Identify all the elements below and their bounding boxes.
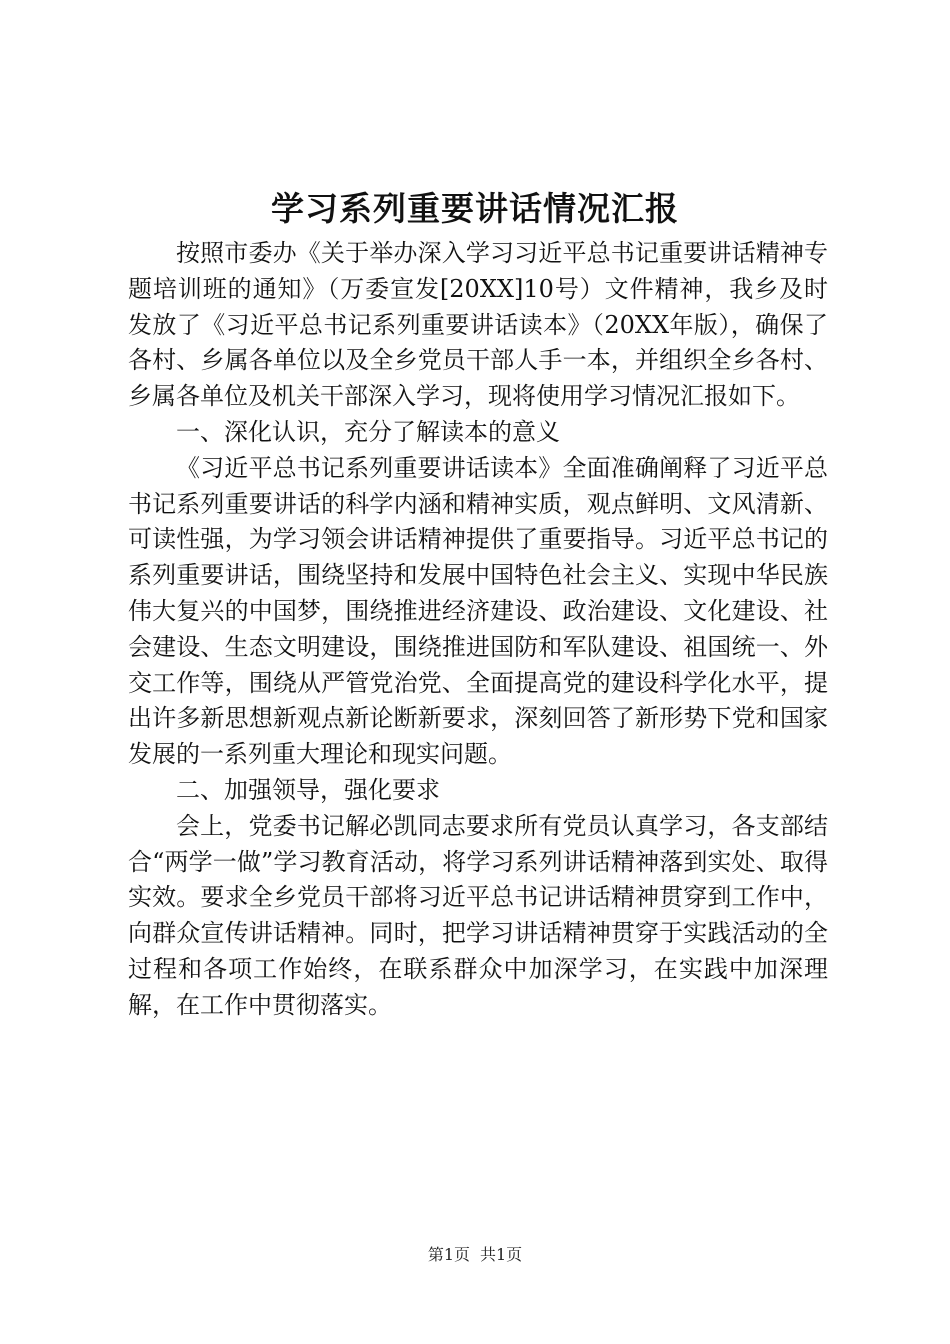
paragraph-section-2: 会上，党委书记解必凯同志要求所有党员认真学习，各支部结合“两学一做”学习教育活动，将学习系列讲话精神落到实处、取得实效。要求全乡党员干部将习近平总书记讲话精神贯穿到工作中，向群众宣传讲话精神。同时，把学习讲话精神贯穿于实践活动的全过程和各项工作始终，在联系群众中加深学习，在实践中加深理解，在工作中贯彻落实。 (128, 811, 828, 1019)
page-footer (0, 1243, 950, 1267)
paragraph-section-1: 《习近平总书记系列重要讲话读本》全面准确阐释了习近平总书记系列重要讲话的科学内涵和精神实质，观点鲜明、文风清新、可读性强，为学习领会讲话精神提供了重要指导。习近平总书记的系列重要讲话，围绕坚持和发展中国特色社会主义、实现中华民族伟大复兴的中国梦，围绕推进经济建设、政治建设、文化建设、社会建设、生态文明建设，围绕推进国防和军队建设、祖国统一、外交工作等，围绕从严管党治党、全面提高党的建设科学化水平，提出许多新思想新观点新论断新要求，深刻回答了新形势下党和国家发展的一系列重大理论和现实问题。 (128, 453, 828, 769)
document-body (128, 236, 828, 1024)
document-title: 学习系列重要讲话情况汇报 (271, 189, 679, 228)
page-number: 第1页 (427, 1245, 470, 1264)
paragraph-intro: 按照市委办《关于举办深入学习习近平总书记重要讲话精神专题培训班的通知》（万委宣发[20XX]10号）文件精神，我乡及时发放了《习近平总书记系列重要讲话读本》（20XX年版），确保了各村、乡属各单位以及全乡党员干部人手一本，并组织全乡各村、乡属各单位及机关干部深入学习，现将使用学习情况汇报如下。 (128, 239, 828, 411)
section-heading-1: 一、深化认识，充分了解读本的意义 (176, 417, 560, 446)
section-heading-2: 二、加强领导，强化要求 (176, 775, 440, 804)
page-total: 共1页 (480, 1245, 523, 1264)
